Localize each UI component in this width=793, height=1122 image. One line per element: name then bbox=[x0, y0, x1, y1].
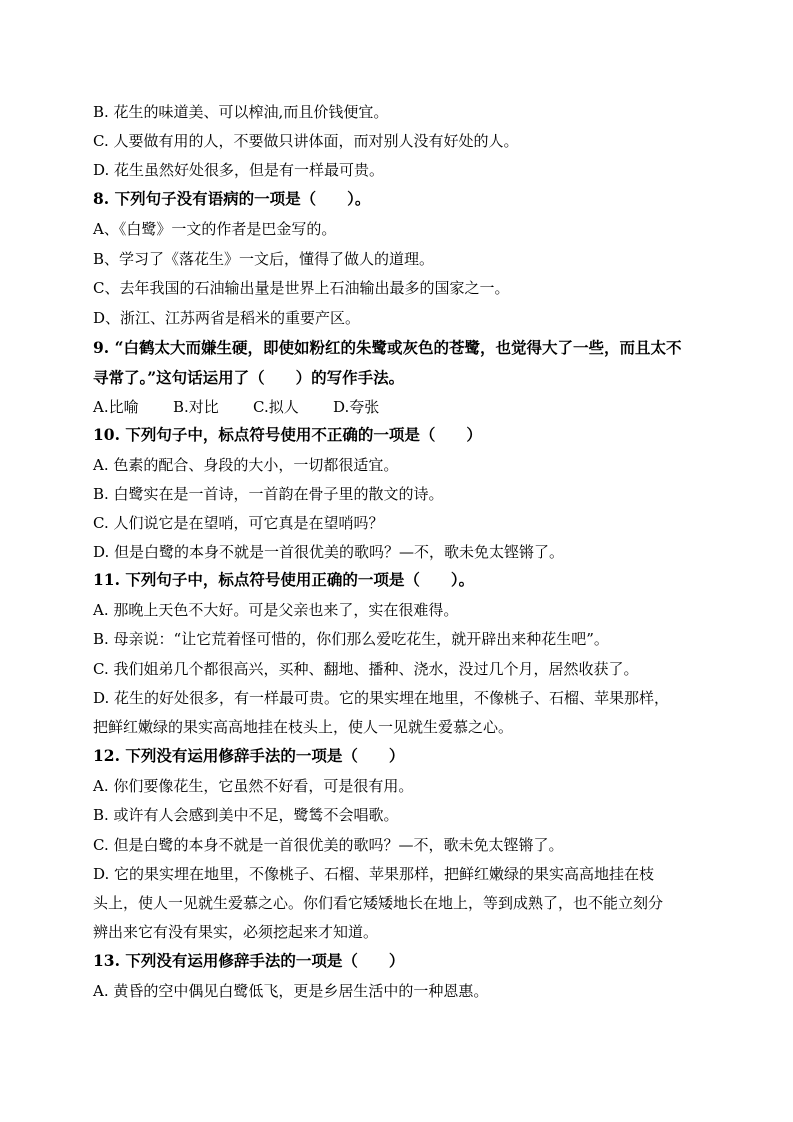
option-11b: B. 母亲说：“让它荒着怪可惜的，你们那么爱吃花生，就开辟出来种花生吧”。 bbox=[93, 630, 609, 648]
question-9-line1: 9. “白鹤太大而嫌生硬，即使如粉红的朱鹭或灰色的苍鹭，也觉得大了一些，而且太不 bbox=[93, 338, 682, 357]
option-9c: C.拟人 bbox=[253, 398, 299, 416]
option-11d-line1: D. 花生的好处很多，有一样最可贵。它的果实埋在地里，不像桃子、石榴、苹果那样， bbox=[93, 689, 670, 707]
question-8: 8. 下列句子没有语病的一项是（ ）。 bbox=[93, 189, 371, 208]
option-8d: D、浙江、江苏两省是稻米的重要产区。 bbox=[93, 309, 361, 327]
question-10: 10. 下列句子中，标点符号使用不正确的一项是（ ） bbox=[93, 425, 482, 444]
option-10b: B. 白鹭实在是一首诗，一首韵在骨子里的散文的诗。 bbox=[93, 485, 444, 503]
option-10a: A. 色素的配合、身段的大小，一切都很适宜。 bbox=[93, 456, 399, 474]
option-12c: C. 但是白鹭的本身不就是一首很优美的歌吗？—不，歌未免太铿锵了。 bbox=[93, 836, 564, 854]
option-12d-line1: D. 它的果实埋在地里，不像桃子、石榴、苹果那样，把鲜红嫩绿的果实高高地挂在枝 bbox=[93, 865, 655, 883]
option-7c: C. 人要做有用的人，不要做只讲体面，而对别人没有好处的人。 bbox=[93, 132, 519, 150]
option-13a: A. 黄昏的空中偶见白鹭低飞，更是乡居生活中的一种恩惠。 bbox=[93, 982, 489, 1000]
question-11: 11. 下列句子中，标点符号使用正确的一项是（ ）。 bbox=[93, 570, 475, 589]
option-12a: A. 你们要像花生，它虽然不好看，可是很有用。 bbox=[93, 777, 414, 795]
options-9 bbox=[93, 397, 713, 417]
option-11c: C. 我们姐弟几个都很高兴，买种、翻地、播种、浇水，没过几个月，居然收获了。 bbox=[93, 660, 639, 678]
option-9d: D.夸张 bbox=[333, 398, 380, 416]
option-11a: A. 那晚上天色不大好。可是父亲也来了，实在很难得。 bbox=[93, 601, 459, 619]
option-12b: B. 或许有人会感到美中不足，鹭鸶不会唱歌。 bbox=[93, 806, 399, 824]
option-7d: D. 花生虽然好处很多，但是有一样最可贵。 bbox=[93, 161, 385, 179]
option-8a: A、《白鹭》一文的作者是巴金写的。 bbox=[93, 220, 337, 238]
option-11d-line2: 把鲜红嫩绿的果实高高地挂在枝头上，使人一见就生爱慕之心。 bbox=[93, 718, 514, 736]
question-9-line2: 寻常了。”这句话运用了（ ）的写作手法。 bbox=[93, 368, 405, 387]
option-10c: C. 人们说它是在望哨，可它真是在望哨吗？ bbox=[93, 514, 384, 532]
question-13: 13. 下列没有运用修辞手法的一项是（ ） bbox=[93, 951, 405, 970]
question-12: 12. 下列没有运用修辞手法的一项是（ ） bbox=[93, 746, 405, 765]
option-8b: B、学习了《落花生》一文后，懂得了做人的道理。 bbox=[93, 250, 435, 268]
option-12d-line3: 辨出来它有没有果实，必须挖起来才知道。 bbox=[93, 923, 379, 941]
option-8c: C、去年我国的石油输出量是世界上石油输出最多的国家之一。 bbox=[93, 279, 510, 297]
option-7b: B. 花生的味道美、可以榨油,而且价钱便宜。 bbox=[93, 103, 389, 121]
option-12d-line2: 头上，使人一见就生爱慕之心。你们看它矮矮地长在地上，等到成熟了，也不能立刻分 bbox=[93, 894, 664, 912]
option-10d: D. 但是白鹭的本身不就是一首很优美的歌吗？—不，歌未免太铿锵了。 bbox=[93, 543, 565, 561]
option-9b: B.对比 bbox=[173, 398, 219, 416]
option-9a: A.比喻 bbox=[93, 398, 139, 416]
